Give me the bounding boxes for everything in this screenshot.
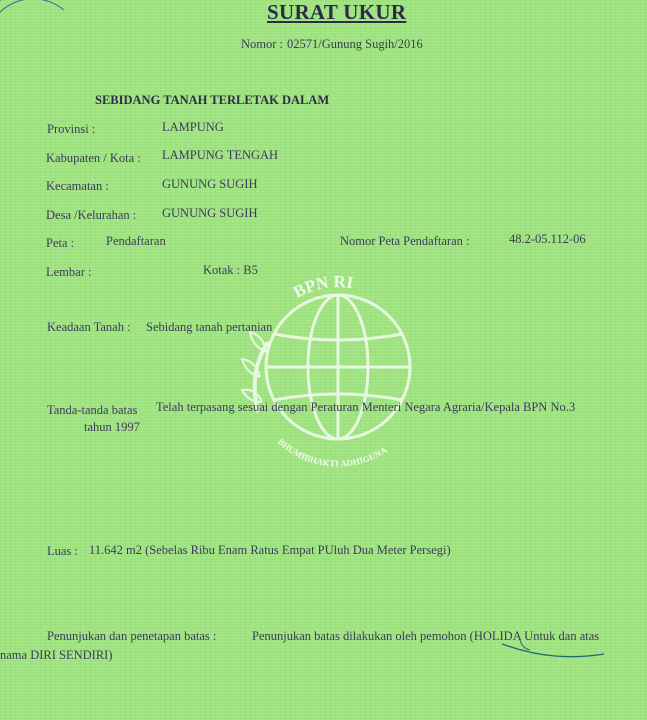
document-title: SURAT UKUR: [267, 0, 407, 24]
kabupaten-label: Kabupaten / Kota :: [46, 151, 141, 165]
luas-value: 11.642 m2 (Sebelas Ribu Enam Ratus Empat PUluh Dua Meter Persegi): [89, 543, 451, 557]
penunjukan-value-line2: nama DIRI SENDIRI): [0, 648, 113, 662]
nomor-peta-value: 48.2-05.112-06: [509, 232, 586, 246]
seal-stamp-icon: [0, 0, 64, 26]
kotak-label: Kotak : B5: [203, 263, 258, 277]
penunjukan-value-line1: Penunjukan batas dilakukan oleh pemohon (HOLIDA Untuk dan atas: [252, 629, 600, 643]
peta-label: Peta :: [46, 236, 75, 250]
tanda-value-line2: tahun 1997: [84, 420, 140, 434]
kecamatan-value: GUNUNG SUGIH: [162, 177, 258, 191]
keadaan-label: Keadaan Tanah :: [47, 320, 131, 334]
nomor-label: Nomor :: [241, 37, 284, 51]
luas-label: Luas :: [47, 544, 78, 558]
provinsi-value: LAMPUNG: [162, 120, 224, 134]
keadaan-value: Sebidang tanah pertanian: [146, 320, 273, 334]
nomor-value: 02571/Gunung Sugih/2016: [287, 37, 423, 51]
desa-label: Desa /Kelurahan :: [46, 208, 137, 222]
peta-value: Pendaftaran: [106, 234, 166, 248]
lembar-label: Lembar :: [46, 265, 92, 279]
nomor-peta-label: Nomor Peta Pendaftaran :: [340, 234, 470, 248]
bpn-logo-watermark: [228, 262, 438, 472]
tanda-value-line1: Telah terpasang sesuai dengan Peraturan Menteri Negara Agraria/Kepala BPN No.3: [156, 400, 576, 414]
kecamatan-label: Kecamatan :: [46, 179, 109, 193]
handwritten-mark-icon: [500, 632, 610, 672]
kabupaten-value: LAMPUNG TENGAH: [162, 148, 279, 162]
provinsi-label: Provinsi :: [47, 122, 96, 136]
desa-value: GUNUNG SUGIH: [162, 206, 258, 220]
penunjukan-label: Penunjukan dan penetapan batas :: [47, 629, 217, 643]
logo-top-text: BPN RI: [290, 271, 355, 302]
section-heading: SEBIDANG TANAH TERLETAK DALAM: [95, 93, 330, 107]
logo-bottom-text: BHUMIBHAKTI ADHIGUNA: [275, 436, 389, 469]
tanda-label: Tanda-tanda batas: [47, 403, 138, 417]
